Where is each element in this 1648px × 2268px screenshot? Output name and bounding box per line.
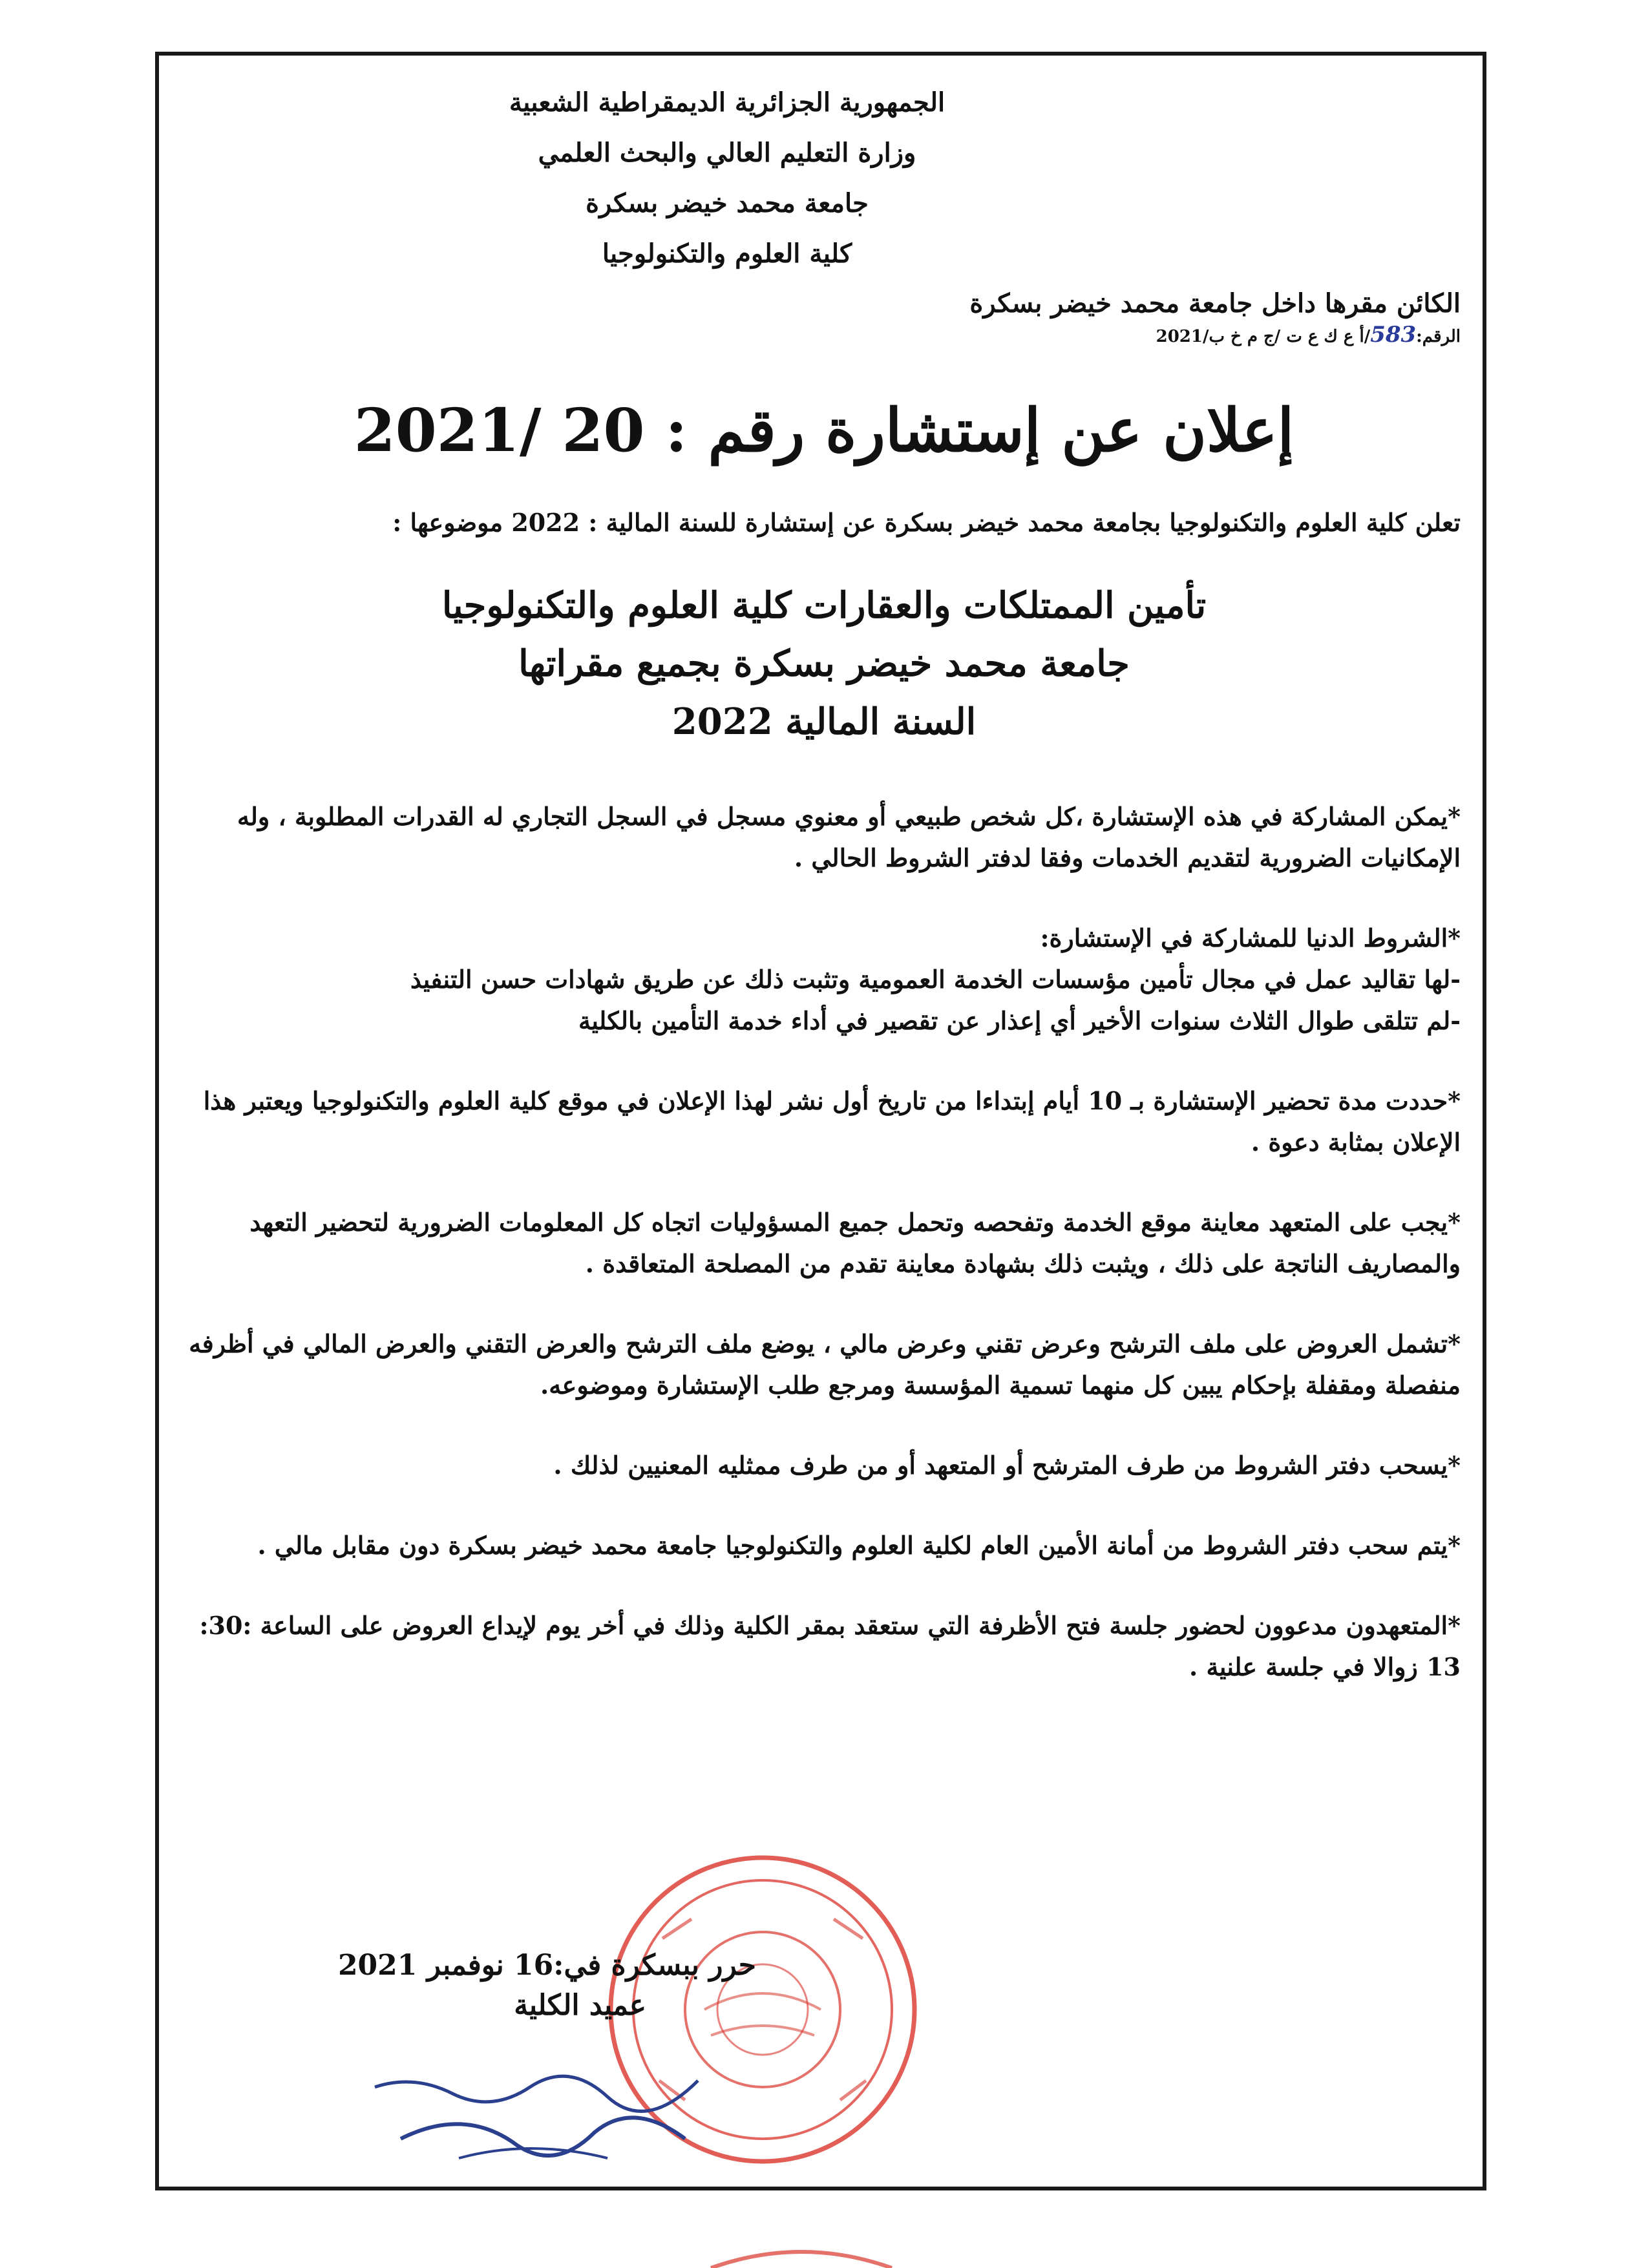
announcement-line: تعلن كلية العلوم والتكنولوجيا بجامعة محمد خيضر بسكرة عن إستشارة للسنة المالية : 2022 موضوعها : [392,508,1461,537]
premises-line: الكائن مقرها داخل جامعة محمد خيضر بسكرة [969,288,1461,319]
signing-date: حرر ببسكرة في:16 نوفمبر 2021 [337,1949,756,1982]
document-body [187,78,1461,1688]
participation-paragraph: *يمكن المشاركة في هذه الإستشارة ،كل شخص طبيعي أو معنوي مسجل في السجل التجاري له القدرات المطلوبة ، وله الإمكانيات الضرورية لتقديم الخدمات وفقا لدفتر الشروط الحالي . [237,802,1461,872]
condition-item-2: -لم تتلقى طوال الثلاث سنوات الأخير أي إعذار عن تقصير في أداء خدمة التأمين بالكلية [578,1006,1461,1035]
handwritten-signature [362,2061,724,2178]
reference-number [187,322,1461,350]
subject-line-2: جامعة محمد خيضر بسكرة بجميع مقراتها [518,642,1130,685]
withdrawal-paragraph: *يسحب دفتر الشروط من طرف المترشح أو المتعهد أو من طرف ممثليه المعنيين لذلك . [553,1451,1461,1480]
page-title: إعلان عن إستشارة رقم : 20 /2021 [354,395,1294,465]
opening-session-paragraph: *المتعهدون مدعوون لحضور جلسة فتح الأظرفة التي ستعقد بمقر الكلية وذلك في أخر يوم لإيداع العروض على الساعة :30: 13 زوالا في جلسة علنية . [199,1611,1461,1681]
conditions-section [187,918,1461,1042]
header-ministry: وزارة التعليم العالي والبحث العلمي [538,138,916,168]
consultation-subject [187,576,1461,751]
offers-paragraph: *تشمل العروض على ملف الترشح وعرض تقني وعرض مالي ، يوضع ملف الترشح والعرض التقني والعرض المالي في أظرفه منفصلة ومقفلة بإحكام يبين كل منهما تسمية المؤسسة ومرجع طلب الإستشارة وموضوعه. [189,1329,1461,1400]
subject-line-1: تأمين الممتلكات والعقارات كلية العلوم والتكنولوجيا [441,584,1207,627]
header-faculty: كلية العلوم والتكنولوجيا [602,238,852,269]
condition-item-1: -لها تقاليد عمل في مجال تأمين مؤسسات الخدمة العمومية وتثبت ذلك عن طريق شهادات حسن التنفيذ [410,965,1461,994]
header-university: جامعة محمد خيضر بسكرة [586,188,869,218]
conditions-title: *الشروط الدنيا للمشاركة في الإستشارة: [1040,923,1461,952]
reference-label: الرقم: [1416,327,1461,346]
reference-handwritten-number: 583 [1370,322,1417,348]
inspection-paragraph: *يجب على المتعهد معاينة موقع الخدمة وتفحصه وتحمل جميع المسؤوليات اتجاه كل المعلومات الضرورية لتحضير التعهد والمصاريف الناتجة على ذلك ، ويثبت ذلك بشهادة معاينة تقدم من المصلحة المتعاقدة . [249,1208,1461,1278]
duration-paragraph: *حددت مدة تحضير الإستشارة بـ 10 أيام إبتداءا من تاريخ أول نشر لهذا الإعلان في موقع كلية العلوم والتكنولوجيا ويعتبر هذا الإعلان بمثابة دعوة . [203,1086,1461,1157]
header-republic: الجمهورية الجزائرية الديمقراطية الشعبية [509,87,945,118]
document-header [317,78,1137,279]
reference-suffix: /أ ع ك ع ت /ج م خ ب/2021 [1156,327,1371,346]
signature-block [174,1945,756,2025]
subject-line-3: السنة المالية 2022 [671,700,977,743]
withdrawal-place-paragraph: *يتم سحب دفتر الشروط من أمانة الأمين العام لكلية العلوم والتكنولوجيا جامعة محمد خيضر بسكرة دون مقابل مالي . [257,1531,1461,1560]
signatory-role: عميد الكلية [514,1989,646,2022]
stamp-fragment [704,2242,898,2268]
